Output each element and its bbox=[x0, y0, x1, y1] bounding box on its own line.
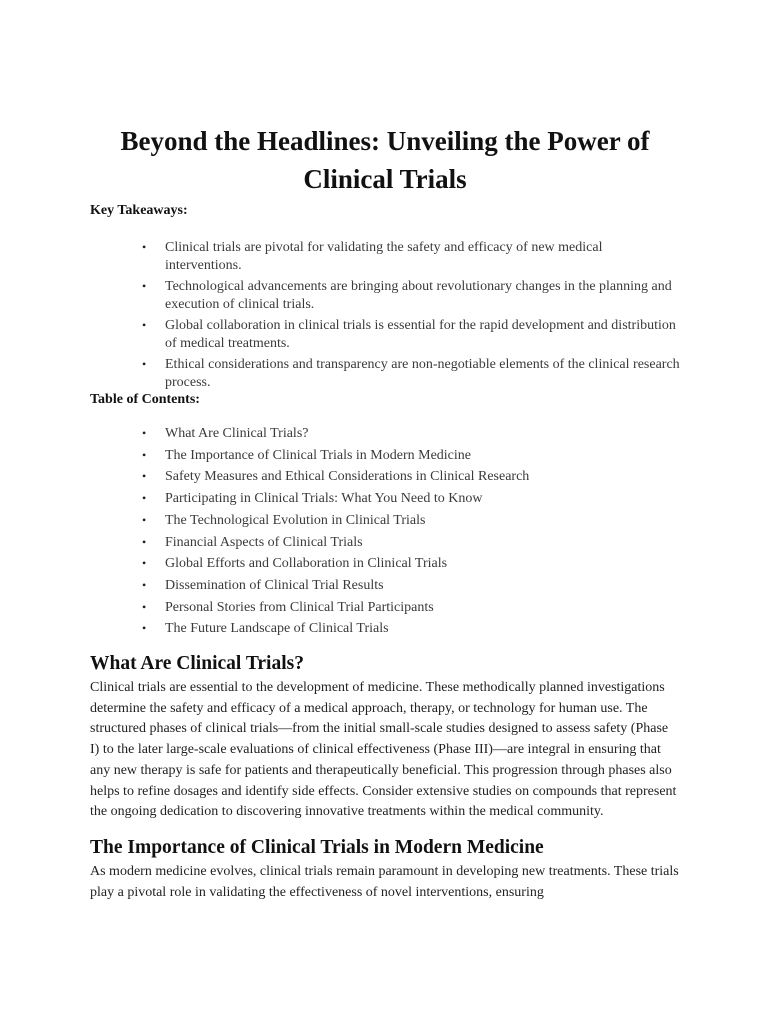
bullet-icon: • bbox=[142, 469, 147, 484]
toc-item-text: What Are Clinical Trials? bbox=[165, 426, 309, 441]
toc-item bbox=[142, 553, 680, 575]
bullet-icon: • bbox=[142, 318, 147, 332]
list-item-text: Global collaboration in clinical trials is essential for the rapid development and distribution of medical treatments. bbox=[165, 318, 676, 351]
toc-item-text: Dissemination of Clinical Trial Results bbox=[165, 577, 384, 593]
table-of-contents-label: Table of Contents: bbox=[90, 392, 200, 407]
bullet-icon: • bbox=[142, 512, 147, 527]
list-item bbox=[142, 356, 680, 391]
toc-item bbox=[142, 445, 680, 467]
toc-item-text: Personal Stories from Clinical Trial Participants bbox=[165, 599, 434, 615]
section-body: Clinical trials are essential to the development of medicine. These methodically planned investigations determine the safety and efficacy of a medical approach, therapy, or technology for human use. The structured phases of clinical trials—from the initial small-scale studies designed to assess safety (Phase I) to the later large-scale evaluations of clinical effectiveness (Phase III)—are integral in ensuring that any new therapy is safe for patients and therapeutically beneficial. This progression through phases also helps to refine dosages and identify side effects. Consider extensive studies on compounds that represent the ongoing dedication to discovering innovative treatments within the medical community. bbox=[90, 680, 677, 820]
key-takeaways-label: Key Takeaways: bbox=[90, 203, 188, 218]
bullet-icon: • bbox=[142, 426, 147, 440]
bullet-icon: • bbox=[142, 599, 147, 614]
bullet-icon: • bbox=[142, 357, 147, 371]
table-of-contents-list bbox=[90, 423, 680, 640]
bullet-icon: • bbox=[142, 534, 147, 549]
bullet-icon: • bbox=[142, 240, 147, 254]
toc-item bbox=[142, 510, 680, 532]
toc-item bbox=[142, 532, 680, 554]
section-heading: The Importance of Clinical Trials in Modern Medicine bbox=[90, 836, 544, 858]
list-item-text: Clinical trials are pivotal for validating the safety and efficacy of new medical interventions. bbox=[165, 240, 603, 273]
bullet-icon: • bbox=[142, 491, 147, 506]
list-item bbox=[142, 239, 680, 274]
list-item bbox=[142, 317, 680, 352]
toc-item bbox=[142, 575, 680, 597]
toc-item-text: The Importance of Clinical Trials in Modern Medicine bbox=[165, 447, 471, 463]
toc-item bbox=[142, 466, 680, 488]
toc-item-text: Safety Measures and Ethical Considerations in Clinical Research bbox=[165, 469, 530, 485]
document-title: Beyond the Headlines: Unveiling the Power of Clinical Trials bbox=[120, 126, 650, 194]
bullet-icon: • bbox=[142, 556, 147, 571]
section-heading: What Are Clinical Trials? bbox=[90, 653, 304, 675]
toc-item bbox=[142, 618, 680, 640]
toc-item-text: The Future Landscape of Clinical Trials bbox=[165, 621, 389, 637]
toc-item-text: Global Efforts and Collaboration in Clinical Trials bbox=[165, 556, 448, 572]
bullet-icon: • bbox=[142, 279, 147, 293]
list-item-text: Technological advancements are bringing about revolutionary changes in the planning and execution of clinical trials. bbox=[165, 279, 672, 312]
list-item bbox=[142, 278, 680, 313]
toc-item-text: Financial Aspects of Clinical Trials bbox=[165, 534, 363, 550]
bullet-icon: • bbox=[142, 577, 147, 592]
bullet-icon: • bbox=[142, 621, 147, 636]
list-item-text: Ethical considerations and transparency are non-negotiable elements of the clinical research process. bbox=[165, 357, 680, 390]
toc-item bbox=[142, 488, 680, 510]
section-body: As modern medicine evolves, clinical trials remain paramount in developing new treatments. These trials play a pivotal role in validating the effectiveness of novel interventions, ensuring bbox=[90, 863, 679, 900]
toc-item-text: Participating in Clinical Trials: What You Need to Know bbox=[165, 491, 483, 507]
toc-item-text: The Technological Evolution in Clinical Trials bbox=[165, 512, 426, 528]
toc-item bbox=[142, 597, 680, 619]
key-takeaways-list bbox=[90, 239, 680, 391]
document-page bbox=[90, 122, 680, 903]
bullet-icon: • bbox=[142, 447, 147, 462]
toc-item bbox=[142, 423, 680, 445]
